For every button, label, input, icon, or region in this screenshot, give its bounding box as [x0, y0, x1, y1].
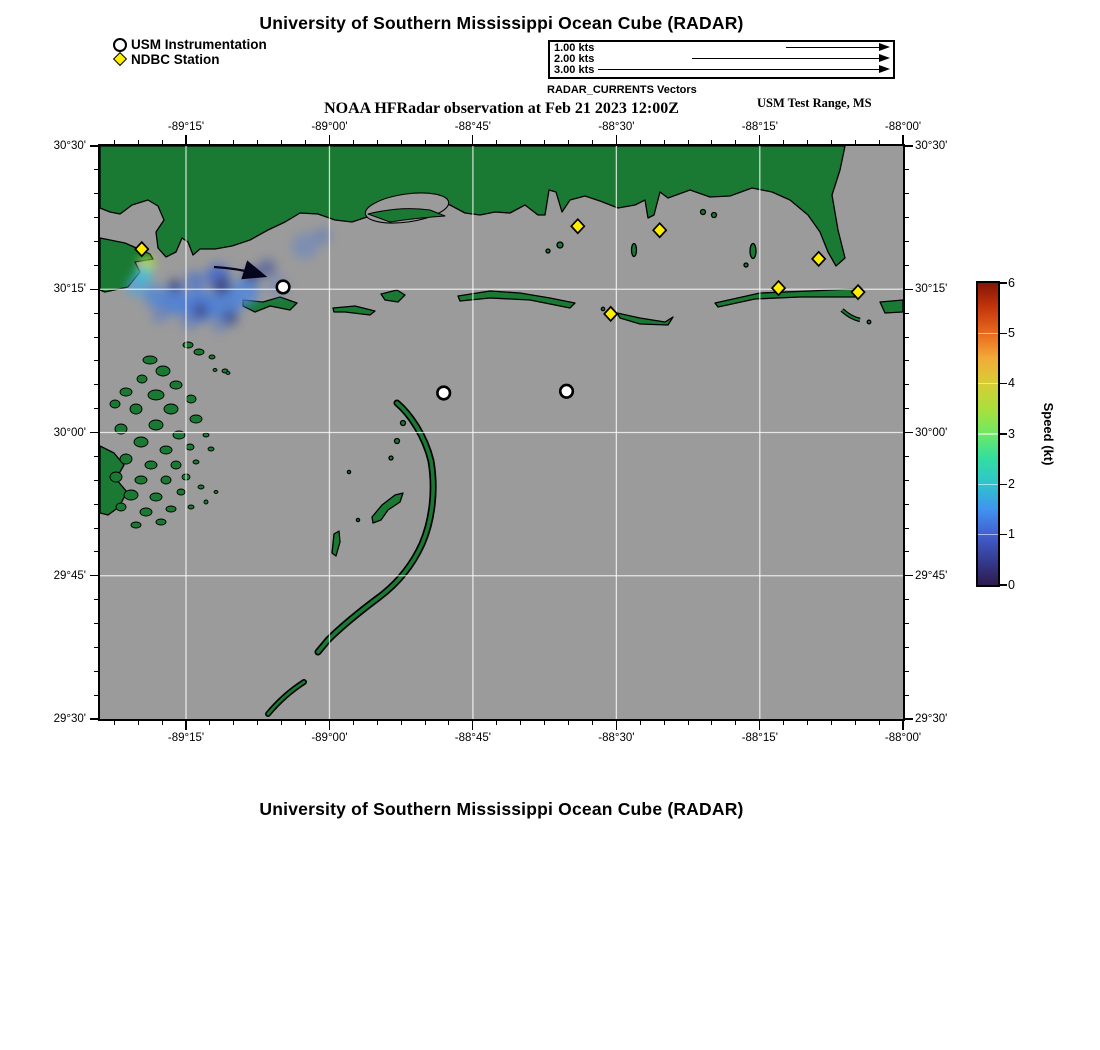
lon-tick-label: -88°00' — [884, 121, 922, 133]
axis-tick — [711, 140, 712, 144]
axis-tick — [616, 135, 617, 144]
islet — [557, 242, 563, 248]
axis-tick — [735, 140, 736, 144]
axis-tick — [257, 721, 258, 725]
axis-tick — [353, 721, 354, 725]
lon-tick-label: -89°00' — [311, 121, 348, 133]
lon-tick-label: -88°30' — [598, 121, 635, 133]
island — [458, 291, 575, 308]
islet — [546, 249, 550, 253]
axis-tick — [94, 695, 98, 696]
marsh-islet — [183, 342, 193, 348]
axis-tick — [905, 360, 909, 361]
axis-tick — [94, 169, 98, 170]
colorbar-gridline — [978, 534, 998, 536]
usm-instrumentation-icon — [277, 281, 290, 294]
marsh-islet — [120, 454, 132, 464]
islet — [356, 518, 359, 521]
marsh-islet — [214, 491, 218, 494]
legend-label-usm: USM Instrumentation — [131, 37, 267, 52]
marsh-islet — [148, 390, 164, 400]
axis-tick — [640, 140, 641, 144]
marsh-islet — [186, 395, 196, 403]
lon-tick-label: -88°00' — [884, 732, 922, 744]
lat-tick-label: 30°30' — [53, 140, 86, 152]
axis-tick — [138, 721, 139, 725]
islet — [744, 263, 748, 267]
axis-tick — [94, 647, 98, 648]
colorbar-tick-label: 1 — [1008, 527, 1015, 542]
axis-tick — [905, 432, 913, 433]
marsh-islet — [194, 349, 204, 355]
lon-tick-label: -89°15' — [167, 121, 205, 133]
lon-tick-label: -88°45' — [454, 121, 491, 133]
marsh-islet — [137, 375, 147, 383]
lon-tick-label: -88°15' — [741, 732, 778, 744]
marsh-islet — [177, 489, 185, 495]
vector-key-label-3: 3.00 kts — [554, 64, 595, 76]
axis-tick — [281, 140, 282, 144]
lat-tick-label: 29°30' — [53, 713, 86, 725]
axis-tick — [377, 140, 378, 144]
axis-tick — [905, 647, 909, 648]
vector-key-arrow-line — [692, 58, 880, 60]
map-area — [100, 146, 903, 719]
axis-tick — [94, 551, 98, 552]
axis-tick — [544, 140, 545, 144]
axis-tick — [114, 721, 115, 725]
axis-tick — [496, 140, 497, 144]
colorbar-tick — [1000, 584, 1007, 585]
islet — [347, 470, 350, 473]
islet — [701, 210, 706, 215]
axis-tick — [905, 193, 909, 194]
marsh-islet — [110, 400, 120, 408]
range-label: USM Test Range, MS — [757, 96, 872, 110]
marsh-islet — [134, 437, 148, 447]
lat-tick-label: 29°45' — [53, 569, 86, 582]
axis-tick — [90, 718, 98, 719]
marsh-islet — [143, 356, 157, 364]
axis-tick — [90, 145, 98, 146]
axis-tick — [353, 140, 354, 144]
axis-tick — [90, 432, 98, 433]
axis-tick — [401, 721, 402, 725]
axis-tick — [472, 721, 473, 730]
axis-tick — [94, 528, 98, 529]
marsh-islet — [116, 503, 126, 511]
marsh-islet — [131, 522, 141, 528]
marsh-islet — [156, 519, 166, 525]
axis-tick — [94, 337, 98, 338]
vector-key-arrow-head — [879, 65, 890, 73]
speed-blob — [180, 310, 200, 330]
axis-tick — [688, 140, 689, 144]
islet — [867, 320, 871, 324]
colorbar-tick — [1000, 333, 1007, 334]
map-svg — [100, 146, 903, 719]
axis-tick — [209, 140, 210, 144]
axis-tick — [905, 217, 909, 218]
marsh-islet — [156, 366, 170, 376]
marsh-islet — [226, 372, 230, 375]
axis-tick — [905, 313, 909, 314]
islet — [401, 421, 406, 426]
marsh-islet — [164, 404, 178, 414]
lon-tick-label: -89°15' — [167, 732, 205, 744]
axis-tick — [209, 721, 210, 725]
axis-tick — [281, 721, 282, 725]
islet — [632, 244, 637, 257]
axis-tick — [94, 599, 98, 600]
axis-tick — [905, 169, 909, 170]
marsh-islet — [161, 476, 171, 484]
lat-tick-label: 30°00' — [53, 426, 86, 439]
axis-tick — [807, 140, 808, 144]
marsh-islet — [135, 476, 147, 484]
speed-blob — [213, 277, 231, 295]
marsh-islet — [188, 505, 194, 509]
colorbar-gridline — [978, 383, 998, 385]
axis-tick — [905, 575, 913, 576]
axis-tick — [162, 140, 163, 144]
speed-blob — [151, 305, 169, 323]
axis-tick — [905, 599, 909, 600]
axis-tick — [783, 721, 784, 725]
speed-blob — [127, 278, 145, 296]
axis-tick — [185, 135, 186, 144]
axis-tick — [94, 384, 98, 385]
axis-tick — [831, 140, 832, 144]
axis-tick — [162, 721, 163, 725]
ndbc-station-icon — [571, 219, 584, 233]
axis-tick — [807, 721, 808, 725]
chandeleur-arc — [318, 403, 433, 652]
observation-subtitle: NOAA HFRadar observation at Feb 21 2023 12:00Z — [324, 100, 679, 117]
islet — [750, 244, 756, 259]
colorbar-tick-label: 2 — [1008, 476, 1015, 491]
usm-instrumentation-icon — [560, 385, 573, 398]
axis-tick — [905, 671, 909, 672]
axis-tick — [905, 384, 909, 385]
axis-tick — [905, 241, 909, 242]
colorbar-tick — [1000, 484, 1007, 485]
lat-tick-label: 30°30' — [915, 140, 948, 152]
axis-tick — [905, 695, 909, 696]
land-layer — [100, 146, 903, 714]
axis-tick — [94, 480, 98, 481]
axis-tick — [94, 241, 98, 242]
axis-tick — [94, 671, 98, 672]
marsh-islet — [204, 500, 208, 504]
marsh-islet — [110, 472, 122, 482]
lat-tick-label: 30°15' — [53, 283, 86, 296]
colorbar-tick — [1000, 282, 1007, 283]
speed-blob — [168, 279, 182, 293]
colorbar-gridline — [978, 433, 998, 435]
lat-tick-label: 29°30' — [915, 713, 948, 725]
lon-tick-label: -88°45' — [454, 732, 491, 744]
marsh-islet — [124, 490, 138, 500]
ndbc-station-icon — [812, 252, 825, 266]
colorbar-gridline — [978, 484, 998, 486]
axis-tick — [94, 360, 98, 361]
lon-tick-label: -88°15' — [741, 121, 778, 133]
marsh-islet — [166, 506, 176, 512]
axis-tick — [640, 721, 641, 725]
lon-tick-label: -89°00' — [311, 732, 348, 744]
vector-key-box — [548, 40, 895, 79]
ndbc-station-legend-icon — [113, 52, 127, 66]
lon-tick-label: -88°30' — [598, 732, 635, 744]
vector-key-arrow-head — [879, 43, 890, 51]
axis-tick — [855, 721, 856, 725]
axis-tick — [664, 140, 665, 144]
islet — [601, 307, 604, 310]
axis-tick — [905, 337, 909, 338]
lat-tick-label: 30°15' — [915, 283, 948, 296]
colorbar-tick-label: 4 — [1008, 376, 1015, 391]
colorbar-tick — [1000, 433, 1007, 434]
colorbar-tick-label: 3 — [1008, 426, 1015, 441]
vector-key-arrow-line — [598, 69, 880, 71]
ndbc-station-icon — [653, 223, 666, 237]
axis-tick — [305, 140, 306, 144]
marsh-islet — [145, 461, 157, 469]
axis-tick — [425, 140, 426, 144]
lat-tick-label: 30°00' — [915, 426, 948, 439]
islet-cluster — [332, 531, 340, 556]
axis-tick — [496, 721, 497, 725]
axis-tick — [138, 140, 139, 144]
marsh-islet — [150, 493, 162, 501]
axis-tick — [664, 721, 665, 725]
axis-tick — [855, 140, 856, 144]
axis-tick — [377, 721, 378, 725]
islet — [389, 456, 393, 460]
axis-tick — [905, 504, 909, 505]
axis-tick — [257, 140, 258, 144]
vector-key-caption: RADAR_CURRENTS Vectors — [547, 84, 697, 96]
axis-tick — [448, 721, 449, 725]
colorbar-title: Speed (kt) — [1041, 402, 1056, 466]
speed-blob — [185, 271, 205, 291]
axis-tick — [90, 575, 98, 576]
axis-tick — [905, 623, 909, 624]
marsh-islet — [193, 460, 199, 464]
axis-tick — [905, 718, 913, 719]
lat-tick-label: 29°45' — [915, 569, 948, 582]
ndbc-station-icon — [604, 307, 617, 321]
axis-tick — [94, 313, 98, 314]
colorbar-gridline — [978, 333, 998, 335]
axis-tick — [905, 456, 909, 457]
figure-title-top: University of Southern Mississippi Ocean Cube (RADAR) — [259, 13, 744, 33]
island — [880, 300, 903, 313]
axis-tick — [90, 289, 98, 290]
axis-tick — [472, 135, 473, 144]
usm-instrumentation-icon — [437, 387, 450, 400]
axis-tick — [592, 721, 593, 725]
island — [617, 313, 673, 325]
axis-tick — [905, 408, 909, 409]
marsh-islet — [120, 388, 132, 396]
axis-tick — [448, 140, 449, 144]
marsh-cluster — [110, 342, 230, 528]
axis-tick — [879, 721, 880, 725]
speed-blob — [313, 227, 331, 245]
vector-key-label-2: 2.00 kts — [554, 53, 595, 65]
axis-tick — [94, 623, 98, 624]
axis-tick — [94, 456, 98, 457]
axis-tick — [688, 721, 689, 725]
axis-tick — [905, 480, 909, 481]
colorbar-tick — [1000, 534, 1007, 535]
island — [333, 306, 375, 315]
colorbar-tick-label: 6 — [1008, 275, 1015, 290]
marsh-islet — [198, 485, 204, 489]
marsh-islet — [160, 446, 172, 454]
axis-tick — [94, 217, 98, 218]
axis-tick — [568, 140, 569, 144]
axis-tick — [711, 721, 712, 725]
axis-tick — [114, 140, 115, 144]
islet — [712, 213, 717, 218]
axis-tick — [520, 721, 521, 725]
vector-key-label-1: 1.00 kts — [554, 42, 595, 54]
island — [715, 289, 863, 307]
axis-tick — [616, 721, 617, 730]
axis-tick — [94, 265, 98, 266]
usm-instrumentation-legend-icon — [113, 38, 127, 52]
axis-tick — [879, 140, 880, 144]
axis-tick — [831, 721, 832, 725]
vector-key-arrow-line — [786, 47, 880, 49]
speed-blob — [211, 315, 229, 333]
axis-tick — [185, 721, 186, 730]
marsh-islet — [140, 508, 152, 516]
marsh-islet — [208, 447, 214, 451]
axis-tick — [305, 721, 306, 725]
islet-cluster — [372, 493, 403, 523]
colorbar-tick — [1000, 383, 1007, 384]
axis-tick — [902, 721, 903, 730]
axis-tick — [759, 135, 760, 144]
axis-tick — [735, 721, 736, 725]
figure-title-bottom: University of Southern Mississippi Ocean Cube (RADAR) — [259, 799, 744, 819]
axis-tick — [905, 265, 909, 266]
axis-tick — [520, 140, 521, 144]
axis-tick — [905, 289, 913, 290]
axis-tick — [592, 140, 593, 144]
marsh-islet — [170, 381, 182, 389]
axis-tick — [401, 140, 402, 144]
axis-tick — [905, 551, 909, 552]
axis-tick — [94, 504, 98, 505]
marsh-islet — [149, 420, 163, 430]
legend-label-ndbc: NDBC Station — [131, 52, 220, 67]
axis-tick — [329, 721, 330, 730]
axis-tick — [902, 135, 903, 144]
axis-tick — [233, 721, 234, 725]
axis-tick — [544, 721, 545, 725]
axis-tick — [329, 135, 330, 144]
axis-tick — [759, 721, 760, 730]
vector-key-arrow-head — [879, 54, 890, 62]
axis-tick — [568, 721, 569, 725]
marsh-islet — [171, 461, 181, 469]
colorbar-tick-label: 0 — [1008, 577, 1015, 592]
axis-tick — [905, 145, 913, 146]
marsh-islet — [203, 433, 209, 437]
marsh-islet — [186, 444, 194, 450]
marsh-islet — [130, 404, 142, 414]
axis-tick — [94, 193, 98, 194]
marsh-islet — [209, 355, 215, 359]
colorbar-tick-label: 5 — [1008, 325, 1015, 340]
axis-tick — [94, 408, 98, 409]
axis-tick — [783, 140, 784, 144]
marsh-islet — [190, 415, 202, 423]
islet — [395, 439, 400, 444]
island — [381, 290, 405, 302]
axis-tick — [905, 528, 909, 529]
axis-tick — [425, 721, 426, 725]
marsh-islet — [213, 369, 217, 372]
axis-tick — [233, 140, 234, 144]
chandeleur-arc — [318, 403, 433, 652]
